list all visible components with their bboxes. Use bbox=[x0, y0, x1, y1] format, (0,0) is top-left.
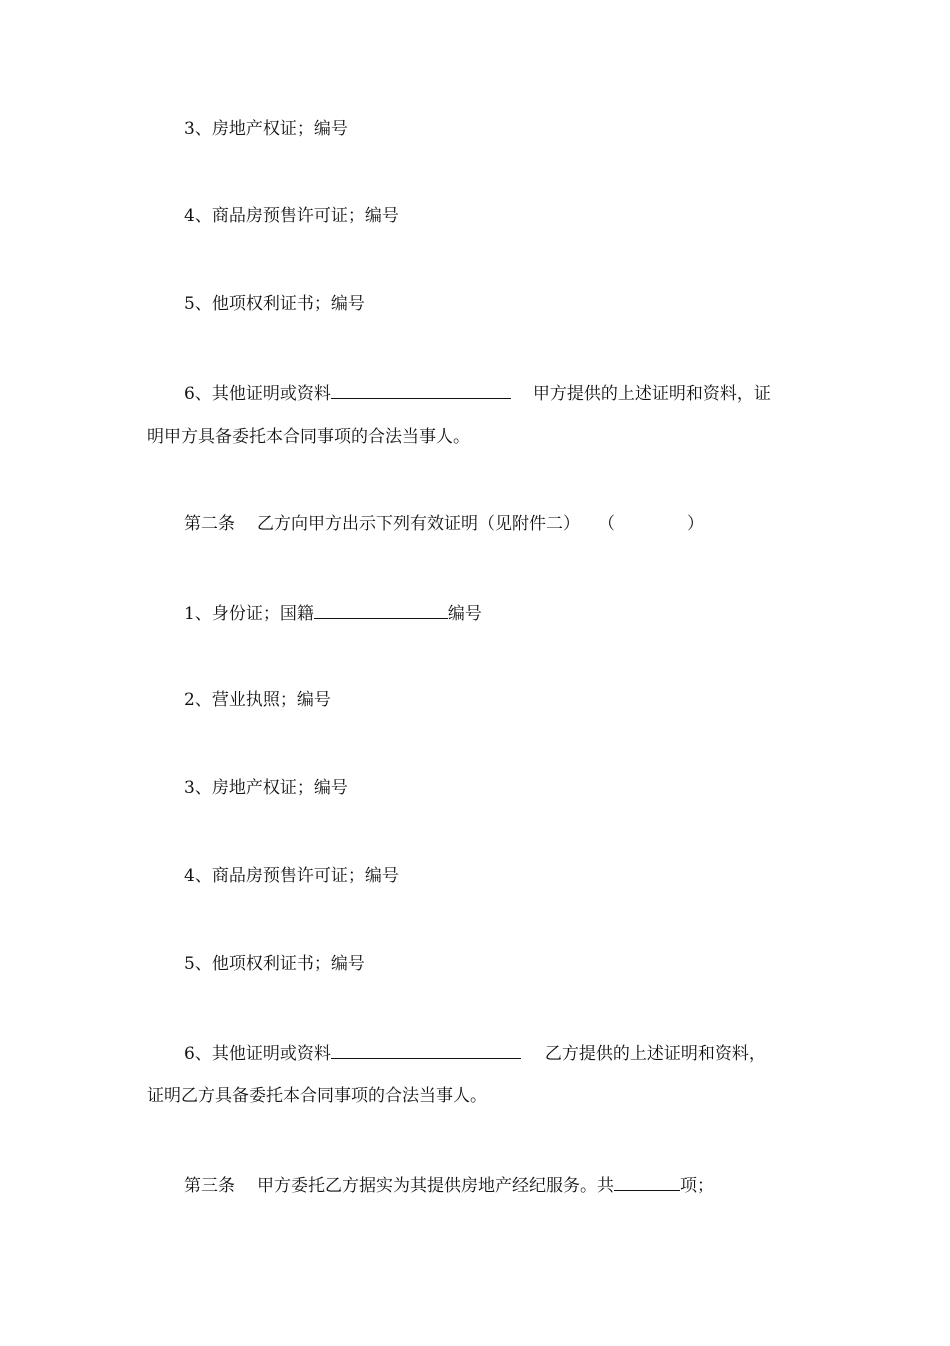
a2-item2: 2、营业执照；编号 bbox=[184, 690, 331, 710]
s1-item6 bbox=[184, 380, 771, 406]
s1-item5: 5、他项权利证书；编号 bbox=[184, 294, 365, 314]
a2-item5: 5、他项权利证书；编号 bbox=[184, 954, 365, 974]
s1-item4: 4、商品房预售许可证；编号 bbox=[184, 206, 399, 226]
article2-paren-close: ） bbox=[687, 514, 704, 534]
a2-item1-suffix: 编号 bbox=[447, 604, 482, 624]
fill-blank[interactable] bbox=[614, 1172, 680, 1191]
fill-blank[interactable] bbox=[314, 600, 448, 619]
a2-item1-prefix: 1、身份证；国籍 bbox=[184, 604, 314, 624]
article3-text-prefix: 甲方委托乙方据实为其提供房地产经纪服务。共 bbox=[257, 1176, 614, 1196]
a2-item6-cont: 证明乙方具备委托本合同事项的合法当事人。 bbox=[147, 1086, 487, 1106]
article2-text: 乙方向甲方出示下列有效证明（见附件二） bbox=[257, 514, 580, 534]
article2-paren-open: （ bbox=[598, 514, 615, 534]
s1-item6-suffix: 甲方提供的上述证明和资料，证 bbox=[532, 384, 771, 404]
article2-title: 第二条 bbox=[184, 514, 235, 534]
s1-item6-cont: 明甲方具备委托本合同事项的合法当事人。 bbox=[147, 427, 470, 447]
s1-item3: 3、房地产权证；编号 bbox=[184, 119, 348, 139]
a2-item3: 3、房地产权证；编号 bbox=[184, 778, 348, 798]
article3-heading bbox=[184, 1172, 714, 1198]
a2-item6-prefix: 6、其他证明或资料 bbox=[184, 1044, 331, 1064]
article3-text-suffix: 项； bbox=[680, 1176, 714, 1196]
a2-item4: 4、商品房预售许可证；编号 bbox=[184, 866, 399, 886]
article2-heading bbox=[184, 512, 704, 536]
a2-item1 bbox=[184, 600, 482, 626]
fill-blank[interactable] bbox=[331, 380, 511, 399]
fill-blank[interactable] bbox=[331, 1040, 521, 1059]
a2-item6-suffix: 乙方提供的上述证明和资料， bbox=[544, 1044, 766, 1064]
a2-item6 bbox=[184, 1040, 766, 1066]
article3-title: 第三条 bbox=[184, 1176, 235, 1196]
s1-item6-prefix: 6、其他证明或资料 bbox=[184, 384, 331, 404]
